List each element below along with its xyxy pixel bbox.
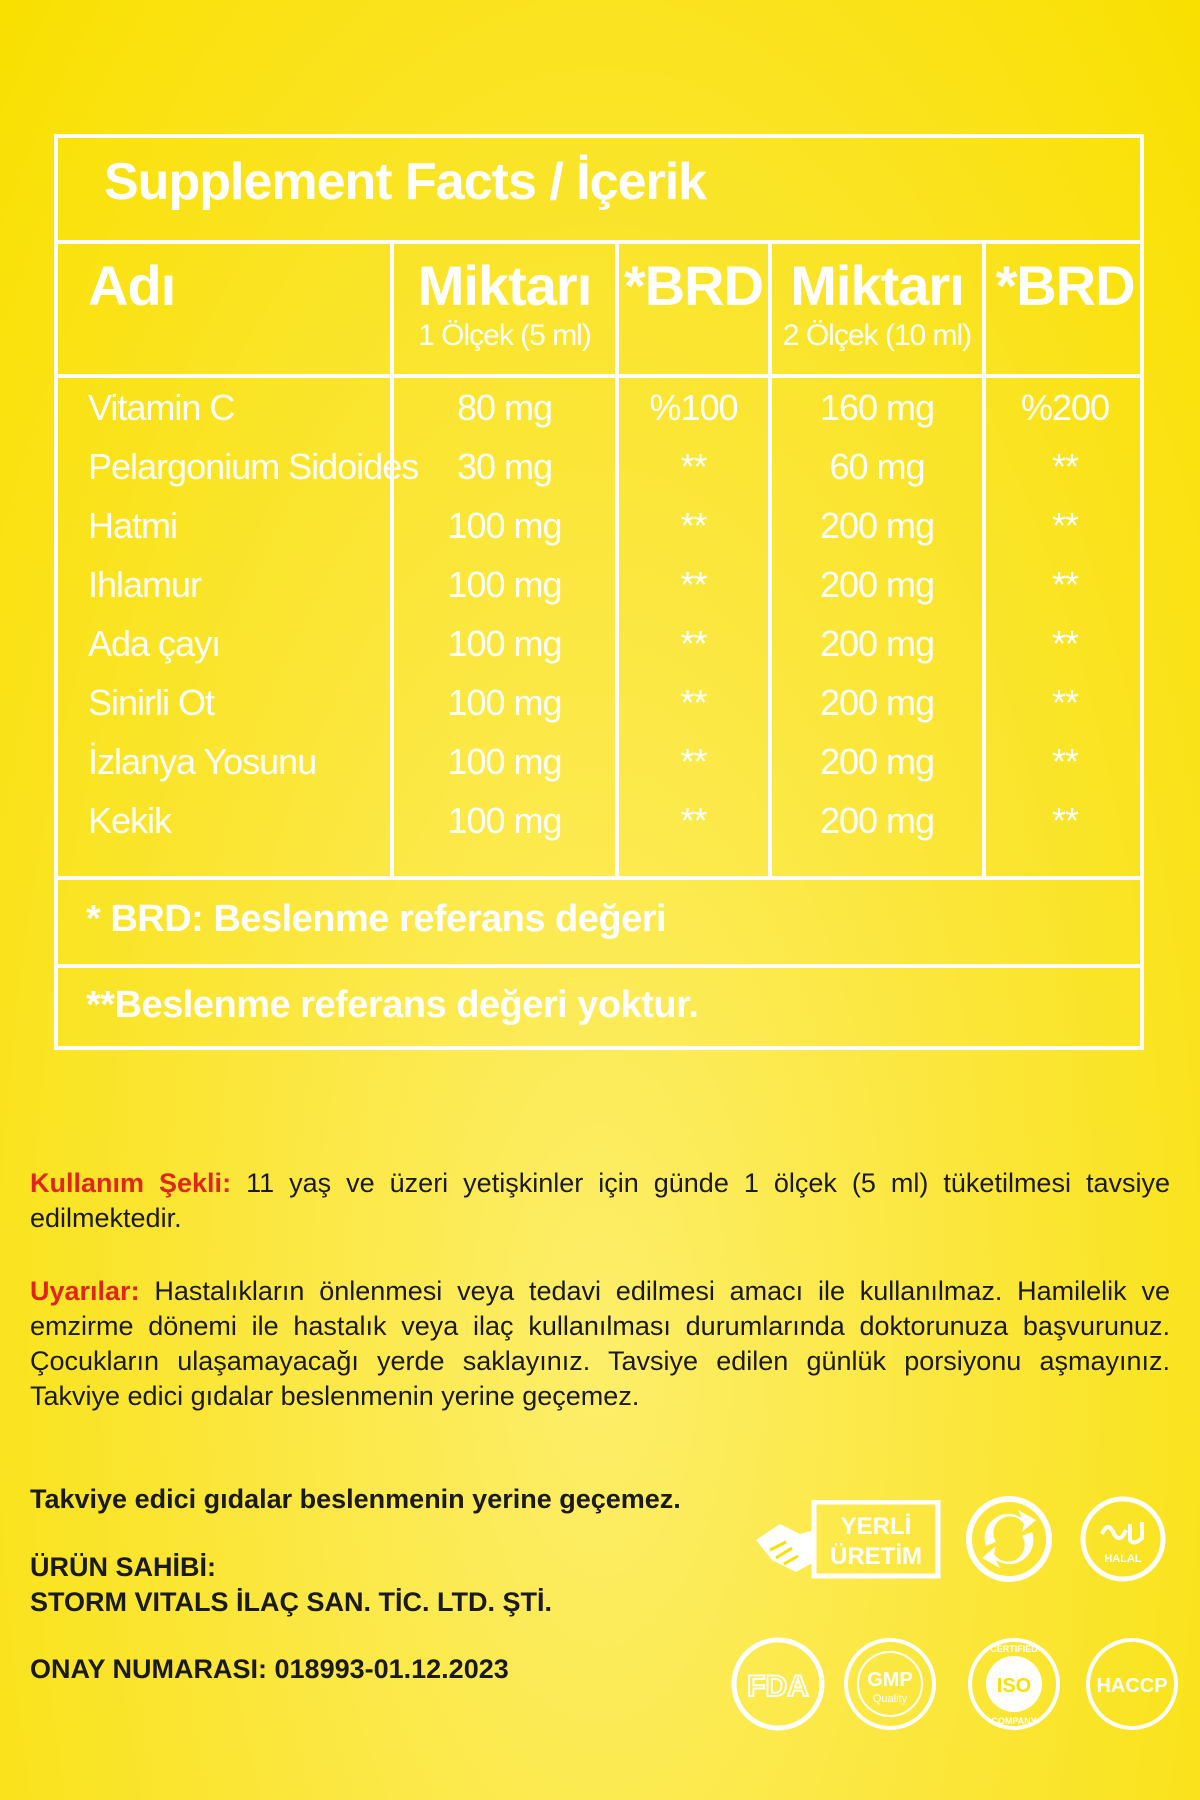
usage-label: Kullanım Şekli:	[30, 1168, 232, 1198]
svg-text:ISO: ISO	[996, 1675, 1032, 1697]
svg-text:Quality: Quality	[872, 1693, 908, 1705]
divider	[58, 876, 1140, 880]
svg-text:COMPANY: COMPANY	[991, 1716, 1037, 1726]
facts-rows	[58, 378, 1140, 850]
fda-icon	[730, 1636, 826, 1732]
recycle-badge	[964, 1494, 1054, 1589]
haccp-badge	[1082, 1636, 1192, 1737]
divider	[58, 964, 1140, 968]
usage-paragraph	[30, 1166, 1170, 1236]
handshake-icon	[752, 1500, 942, 1580]
warnings-text: Hastalıkların önlenmesi veya tedavi edilmesi amacı ile kullanılmaz. Hamilelik ve emzirme dönemi ile hastalık veya ilaç kullanılması durumlarında doktorunuza başvurunuz. Çocukların ulaşamayacağı yerde saklayınız. Tavsiye edilen günlük porsiyonu aşmayınız. Takviye edici gıdalar beslenmenin yerine geçemez.	[30, 1276, 1170, 1411]
footnote-brd: * BRD: Beslenme referans değeri	[86, 898, 667, 940]
header-brd-2: *BRD	[995, 254, 1135, 317]
halal-badge	[1078, 1494, 1168, 1589]
svg-text:HALAL: HALAL	[1104, 1553, 1142, 1565]
table-row: Ihlamur 100 mg ** 200 mg **	[88, 564, 1079, 605]
note-text: Takviye edici gıdalar beslenmenin yerine geçemez.	[30, 1484, 681, 1514]
table-row: Hatmi 100 mg ** 200 mg **	[88, 505, 1079, 546]
table-row: Pelargonium Sidoides 30 mg ** 60 mg **	[88, 446, 1079, 487]
svg-text:HACCP: HACCP	[1096, 1675, 1168, 1697]
table-row: Vitamin C 80 mg %100 160 mg %200	[88, 387, 1110, 428]
gmp-badge	[842, 1636, 938, 1737]
header-amount-2: Miktarı 2 Ölçek (10 ml)	[782, 254, 972, 352]
usage-text: 11 yaş ve üzeri yetişkinler için günde 1 ölçek (5 ml) tüketilmesi tavsiye edilmektedir.	[30, 1168, 1170, 1233]
svg-text:ÜRETİM: ÜRETİM	[830, 1543, 922, 1570]
footnote-no-brd: **Beslenme referans değeri yoktur.	[86, 984, 699, 1026]
warnings-label: Uyarılar:	[30, 1276, 140, 1306]
table-row: İzlanya Yosunu 100 mg ** 200 mg **	[88, 741, 1079, 782]
svg-text:YERLİ: YERLİ	[840, 1513, 912, 1540]
fda-badge	[730, 1636, 826, 1737]
divider	[58, 240, 1140, 244]
header-name: Adı	[88, 254, 176, 317]
gmp-icon	[842, 1636, 938, 1732]
header-amount-1: Miktarı 1 Ölçek (5 ml)	[417, 254, 592, 352]
owner-name: STORM VITALS İLAÇ SAN. TİC. LTD. ŞTİ.	[30, 1587, 552, 1617]
iso-badge	[966, 1636, 1062, 1737]
svg-text:GMP: GMP	[867, 1669, 913, 1691]
svg-text:FDA: FDA	[747, 1670, 809, 1703]
header-brd-1: *BRD	[623, 254, 764, 317]
supplement-facts-table	[54, 134, 1144, 1050]
warnings-paragraph	[30, 1274, 1170, 1414]
yerli-uretim-badge	[752, 1500, 942, 1585]
table-row: Sinirli Ot 100 mg ** 200 mg **	[88, 682, 1079, 723]
owner-label: ÜRÜN SAHİBİ:	[30, 1552, 216, 1582]
iso-icon	[966, 1636, 1062, 1732]
facts-title: Supplement Facts / İçerik	[104, 153, 707, 211]
approval-number: ONAY NUMARASI: 018993-01.12.2023	[30, 1654, 509, 1684]
haccp-icon	[1082, 1636, 1192, 1732]
halal-icon	[1078, 1494, 1168, 1584]
recycle-icon	[964, 1494, 1054, 1584]
table-row: Kekik 100 mg ** 200 mg **	[88, 800, 1079, 841]
table-row: Ada çayı 100 mg ** 200 mg **	[88, 623, 1079, 664]
svg-text:CERTIFIED: CERTIFIED	[990, 1644, 1038, 1654]
